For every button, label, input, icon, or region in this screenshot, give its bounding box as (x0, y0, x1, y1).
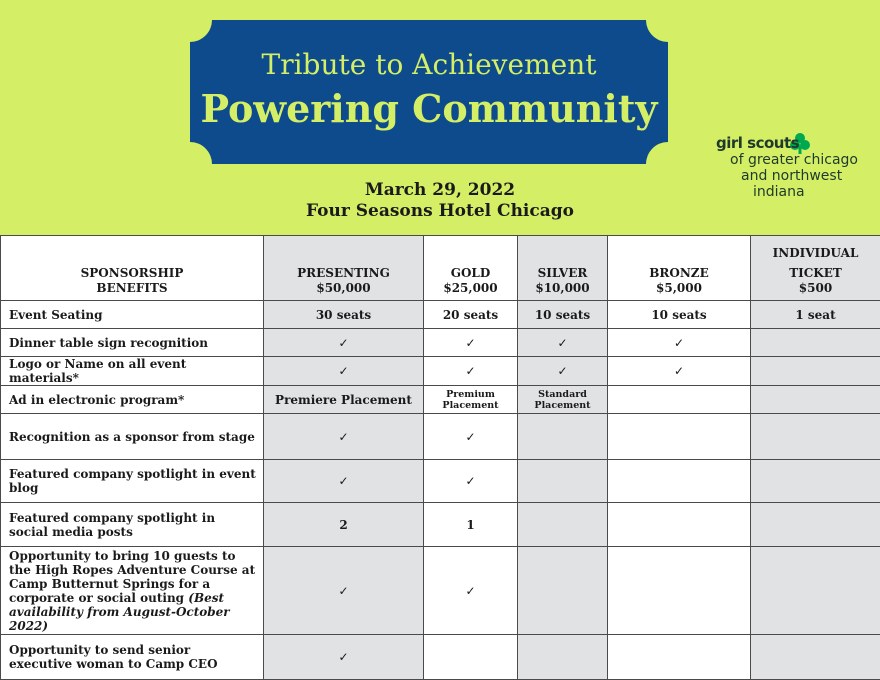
cell-presenting: 2 (264, 503, 424, 547)
table-row (1, 503, 880, 547)
header-silver: SILVER $10,000 (518, 236, 608, 301)
cell-silver (518, 460, 608, 503)
cell-presenting: ✓ (264, 357, 424, 386)
logo-line-2: and northwest (741, 168, 876, 184)
cell-bronze (608, 547, 751, 635)
cell-individual (751, 414, 880, 460)
cell-individual (751, 460, 880, 503)
cell-bronze: 10 seats (608, 301, 751, 329)
cell-silver (518, 414, 608, 460)
benefit-label: Logo or Name on all event materials* (1, 357, 264, 386)
cell-gold: ✓ (424, 414, 518, 460)
cell-silver: ✓ (518, 329, 608, 357)
header-individual-ticket: INDIVIDUAL TICKET $500 (751, 236, 880, 301)
cell-gold: Premium Placement (424, 386, 518, 414)
table-header-row (1, 236, 880, 301)
table-row (1, 460, 880, 503)
benefit-label: Recognition as a sponsor from stage (1, 414, 264, 460)
cell-gold: ✓ (424, 329, 518, 357)
cell-silver (518, 503, 608, 547)
cell-presenting: ✓ (264, 414, 424, 460)
logo-line-1: of greater chicago (730, 152, 876, 168)
event-venue: Four Seasons Hotel Chicago (290, 201, 590, 221)
cell-bronze (608, 460, 751, 503)
cell-individual (751, 635, 880, 680)
cell-presenting: ✓ (264, 547, 424, 635)
cell-silver (518, 635, 608, 680)
cell-bronze: ✓ (608, 357, 751, 386)
benefit-label: Opportunity to send senior executive woman to Camp CEO (1, 635, 264, 680)
cell-individual (751, 329, 880, 357)
table-row (1, 329, 880, 357)
title-banner (190, 20, 668, 164)
sponsorship-table (0, 235, 880, 680)
cell-gold: 20 seats (424, 301, 518, 329)
benefit-label: Opportunity to bring 10 guests to the High Ropes Adventure Course at Camp Butternut Springs for a corporate or social outing (Best availability from August-October 2022) (1, 547, 264, 635)
cell-presenting: ✓ (264, 329, 424, 357)
cell-bronze (608, 503, 751, 547)
benefit-note: (Best availability from August-October 2022) (9, 591, 230, 633)
table-row (1, 547, 880, 635)
cell-gold: ✓ (424, 357, 518, 386)
cell-presenting: Premiere Placement (264, 386, 424, 414)
cell-presenting: 30 seats (264, 301, 424, 329)
cell-bronze (608, 635, 751, 680)
cell-individual (751, 357, 880, 386)
logo-line-3: indiana (753, 184, 876, 200)
header-bronze: BRONZE $5,000 (608, 236, 751, 301)
table-row (1, 635, 880, 680)
benefit-label: Featured company spotlight in social media posts (1, 503, 264, 547)
cell-bronze: ✓ (608, 329, 751, 357)
event-date: March 29, 2022 (290, 180, 590, 200)
cell-individual (751, 386, 880, 414)
cell-bronze (608, 414, 751, 460)
header-benefits: SPONSORSHIP BENEFITS (1, 236, 264, 301)
cell-presenting: ✓ (264, 460, 424, 503)
event-series-title: Tribute to Achievement (190, 48, 668, 81)
table-row (1, 386, 880, 414)
table-row (1, 301, 880, 329)
cell-gold: ✓ (424, 547, 518, 635)
benefit-label: Featured company spotlight in event blog (1, 460, 264, 503)
girl-scouts-logo (716, 134, 876, 200)
benefit-label: Dinner table sign recognition (1, 329, 264, 357)
cell-gold: ✓ (424, 460, 518, 503)
cell-gold: 1 (424, 503, 518, 547)
cell-silver: Standard Placement (518, 386, 608, 414)
cell-presenting: ✓ (264, 635, 424, 680)
logo-brand: girl scouts (716, 134, 876, 152)
table-row (1, 414, 880, 460)
table-row (1, 357, 880, 386)
cell-individual (751, 503, 880, 547)
benefit-label: Ad in electronic program* (1, 386, 264, 414)
header-gold: GOLD $25,000 (424, 236, 518, 301)
cell-individual (751, 547, 880, 635)
cell-silver (518, 547, 608, 635)
cell-bronze (608, 386, 751, 414)
header-presenting: PRESENTING $50,000 (264, 236, 424, 301)
cell-silver: ✓ (518, 357, 608, 386)
benefit-label: Event Seating (1, 301, 264, 329)
cell-silver: 10 seats (518, 301, 608, 329)
cell-individual: 1 seat (751, 301, 880, 329)
cell-gold (424, 635, 518, 680)
event-theme-title: Powering Community (190, 86, 668, 131)
